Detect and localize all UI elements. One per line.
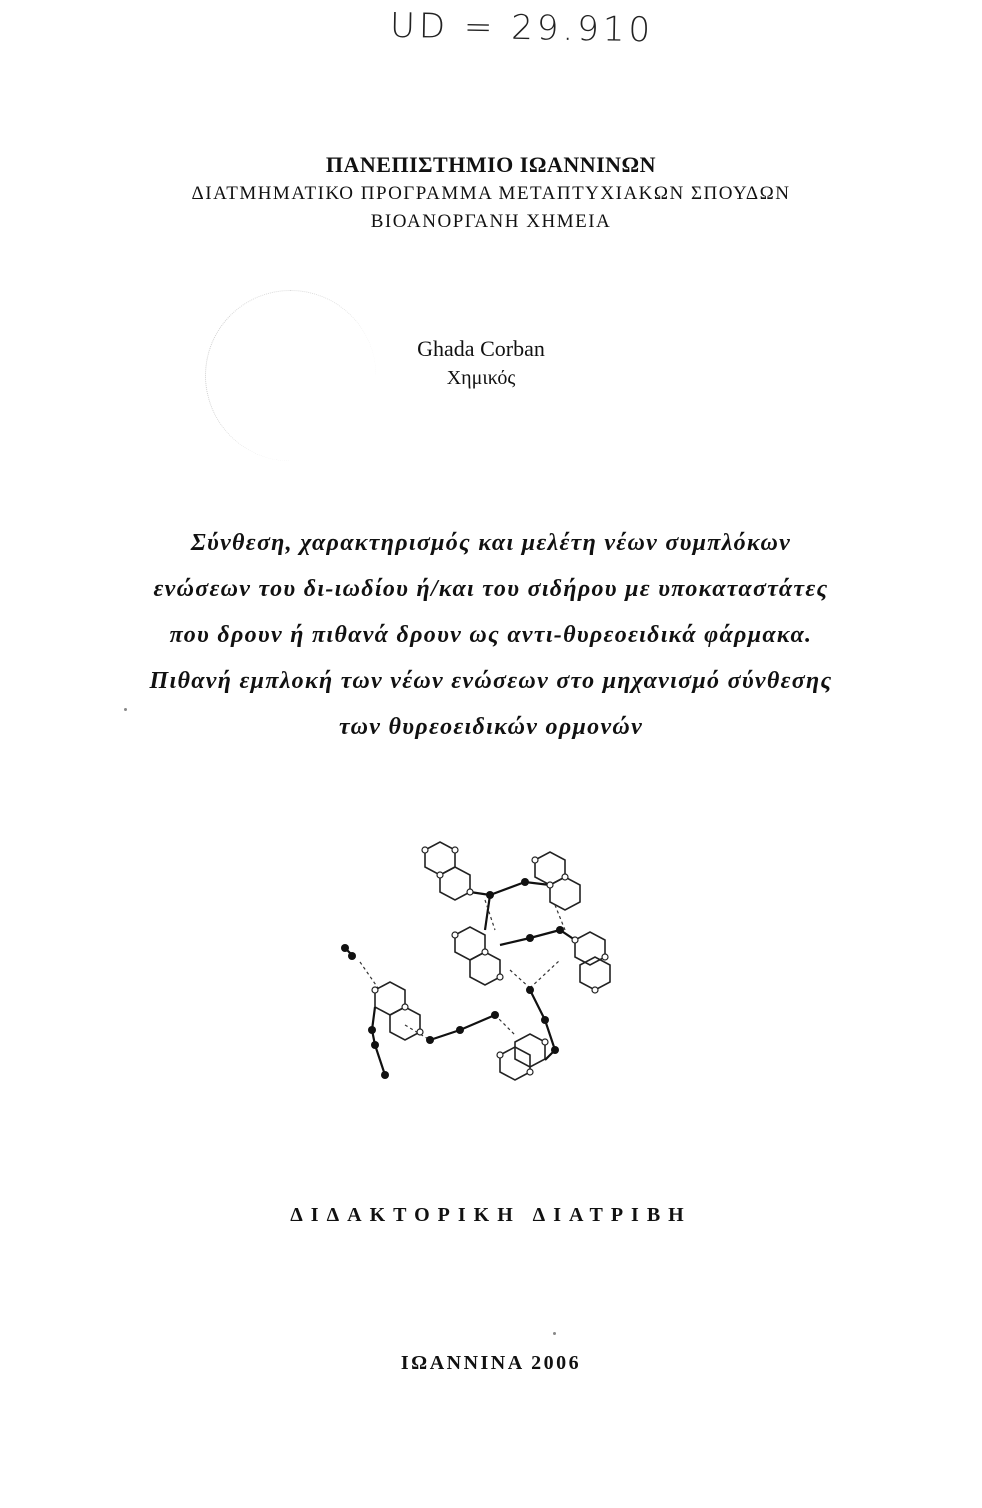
title-line: Σύνθεση, χαρακτηρισμός και μελέτη νέων συμπλόκων	[190, 530, 792, 556]
handwritten-catalog-number: UD = 29.910	[389, 5, 655, 51]
molecular-structure-illustration	[330, 830, 630, 1090]
author-role: Χημικός	[446, 367, 516, 389]
title-line: των θυρεοειδικών ορμονών	[338, 714, 644, 740]
author-name: Ghada Corban	[417, 336, 545, 361]
university-name: ΠΑΝΕΠΙΣΤΗΜΙΟ ΙΩΑΝΝΙΝΩΝ	[325, 152, 657, 177]
author-block	[0, 334, 982, 392]
field-name: ΒΙΟΑΝΟΡΓΑΝΗ ΧΗΜΕΙΑ	[370, 211, 612, 232]
thesis-type: ΔΙΔΑΚΤΟΡΙΚΗ ΔΙΑΤΡΙΒΗ	[290, 1204, 692, 1226]
title-line: Πιθανή εμπλοκή των νέων ενώσεων στο μηχανισμό σύνθεσης	[149, 668, 833, 694]
institution-header	[0, 150, 982, 236]
title-line: ενώσεων του δι-ιωδίου ή/και του σιδήρου με υποκαταστάτες	[153, 576, 829, 602]
program-name: ΔΙΑΤΜΗΜΑΤΙΚΟ ΠΡΟΓΡΑΜΜΑ ΜΕΤΑΠΤΥΧΙΑΚΩΝ ΣΠΟΥΔΩΝ	[191, 183, 791, 204]
place-and-year: ΙΩΑΝΝΙΝΑ 2006	[400, 1352, 582, 1374]
scan-speck	[124, 708, 127, 711]
title-line: που δρουν ή πιθανά δρουν ως αντι-θυρεοειδικά φάρμακα.	[169, 622, 813, 648]
scan-speck	[553, 1332, 556, 1335]
thesis-title	[40, 520, 942, 750]
